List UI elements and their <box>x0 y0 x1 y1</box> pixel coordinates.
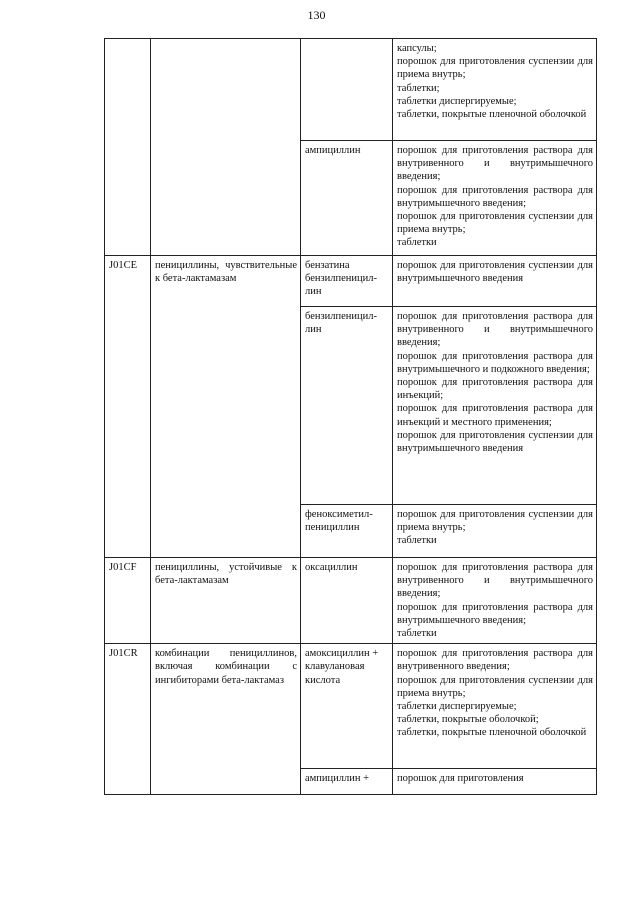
dosage-form: таблетки диспергируемые; <box>397 95 517 107</box>
dosage-form: порошок для приготовления раствора для внутривенного и внутримышечного введения; <box>397 562 593 600</box>
group-name-cell <box>151 256 301 558</box>
dosage-form: таблетки диспергируемые; <box>397 701 517 713</box>
dosage-form: таблетки; <box>397 82 440 94</box>
group-name: пенициллины, чувствительные к бета-лактамазам <box>155 260 297 285</box>
drug-name-cell <box>301 558 393 644</box>
drug-name: ампициллин + <box>305 773 370 785</box>
group-name-cell <box>151 558 301 644</box>
dosage-form: порошок для приготовления раствора для внутривенного и внутримышечного введения; <box>397 311 593 349</box>
dosage-forms-cell <box>393 558 597 644</box>
table-row <box>105 256 597 307</box>
dosage-form: порошок для приготовления суспензии для внутримышечного введения <box>397 260 593 285</box>
dosage-forms-cell <box>393 39 597 141</box>
atc-code-cell <box>105 39 151 256</box>
dosage-form: порошок для приготовления суспензии для приема внутрь; <box>397 211 593 236</box>
dosage-form: таблетки, покрытые пленочной оболочкой <box>397 109 587 121</box>
dosage-form: таблетки <box>397 535 437 547</box>
dosage-form: порошок для приготовления суспензии для приема внутрь; <box>397 509 593 534</box>
drug-name: оксациллин <box>305 562 358 573</box>
dosage-form: порошок для приготовления суспензии для приема внутрь; <box>397 674 593 699</box>
drug-name-cell <box>301 256 393 307</box>
drug-name-cell <box>301 39 393 141</box>
dosage-forms-cell <box>393 769 597 795</box>
dosage-forms-cell <box>393 644 597 769</box>
dosage-form: порошок для приготовления раствора для инъекций и местного применения; <box>397 403 593 428</box>
dosage-forms-cell <box>393 256 597 307</box>
atc-code: J01CF <box>109 562 137 573</box>
dosage-form: таблетки <box>397 628 437 640</box>
drug-name-cell <box>301 141 393 256</box>
dosage-form: порошок для приготовления раствора для внутримышечного и подкожного введения; <box>397 350 593 375</box>
dosage-form: таблетки <box>397 237 437 249</box>
drug-name: амоксициллин + клавулановая кислота <box>305 648 379 686</box>
dosage-form: порошок для приготовления раствора для инъекций; <box>397 377 593 402</box>
dosage-form: капсулы; <box>397 43 437 54</box>
dosage-form: порошок для приготовления раствора для внутримышечного введения; <box>397 601 593 626</box>
dosage-form: порошок для приготовления суспензии для внутримышечного введения <box>397 429 593 455</box>
page-number: 130 <box>307 8 326 22</box>
atc-code-cell <box>105 256 151 558</box>
dosage-form: порошок для приготовления раствора для внутривенного и внутримышечного введения; <box>397 145 593 183</box>
dosage-form: порошок для приготовления раствора для внутривенного введения; <box>397 648 593 673</box>
atc-code-cell <box>105 558 151 644</box>
dosage-form: порошок для приготовления <box>397 773 524 785</box>
drug-name-cell <box>301 307 393 505</box>
atc-code-cell <box>105 644 151 795</box>
group-name: пенициллины, устойчивые к бета-лактамазам <box>155 562 297 587</box>
drug-name-cell <box>301 505 393 558</box>
dosage-form: таблетки, покрытые пленочной оболочкой <box>397 727 587 739</box>
drug-name-cell <box>301 644 393 769</box>
drug-name: бензилпеницил-лин <box>305 311 377 336</box>
atc-code: J01CE <box>109 260 138 271</box>
drug-name: ампициллин <box>305 145 361 156</box>
table-body <box>105 39 597 795</box>
dosage-form: порошок для приготовления раствора для внутримышечного введения; <box>397 184 593 209</box>
table-row <box>105 558 597 644</box>
atc-code: J01CR <box>109 648 138 660</box>
drug-name-cell <box>301 769 393 795</box>
dosage-form: таблетки, покрытые оболочкой; <box>397 714 539 726</box>
group-name-cell <box>151 644 301 795</box>
drug-name: бензатина бензилпеницил-лин <box>305 260 377 298</box>
group-name: комбинации пенициллинов, включая комбинации с ингибиторами бета-лактамаз <box>155 648 297 686</box>
table-row <box>105 39 597 141</box>
drug-name: феноксиметил-пенициллин <box>305 509 373 534</box>
dosage-forms-cell <box>393 141 597 256</box>
dosage-forms-cell <box>393 505 597 558</box>
group-name-cell <box>151 39 301 256</box>
dosage-form: порошок для приготовления суспензии для приема внутрь; <box>397 56 593 81</box>
table-row <box>105 644 597 769</box>
drug-table <box>104 38 597 795</box>
dosage-forms-cell <box>393 307 597 505</box>
